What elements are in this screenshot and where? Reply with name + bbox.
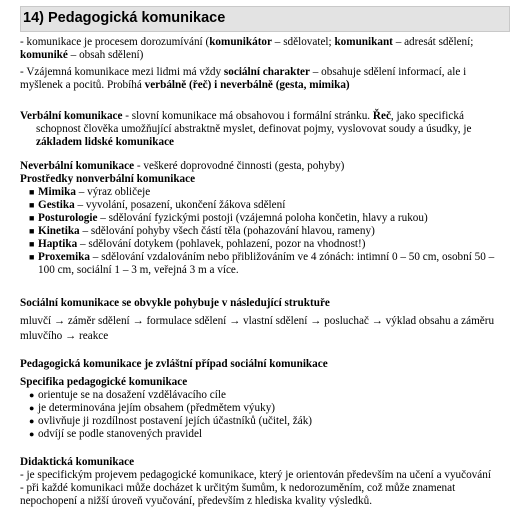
didactic-line-1: - je specifickým projevem pedagogické komunikace, který je orientován především na učení a vyučování <box>20 469 491 481</box>
list-item: ● orientuje se na dosažení vzdělávacího cíle <box>29 389 226 401</box>
didactic-head: Didaktická komunikace <box>20 456 135 468</box>
list-item: ■ Posturologie – sdělování fyzickými postoji (vzájemná poloha končetin, hlavy a rukou) <box>29 212 428 224</box>
intro-line-1: - komunikace je procesem dorozumívání (komunikátor – sdělovatel; komunikant – adresát sdělení; <box>20 36 474 48</box>
intro-line-3: - Vzájemná komunikace mezi lidmi má vždy sociální charakter – obsahuje sdělení informací, ale i <box>20 66 467 78</box>
list-item: ■ Kinetika – sdělování pohyby všech částí těla (pohazování hlavou, rameny) <box>29 225 375 237</box>
pedagogic-subhead: Specifika pedagogické komunikace <box>20 376 188 388</box>
list-item: ● ovlivňuje ji rozdílnost postavení jejích účastníků (učitel, žák) <box>29 415 313 427</box>
list-item: ■ Mimika – výraz obličeje <box>29 186 151 198</box>
didactic-line-2: - při každé komunikaci může docházet k určitým šumům, k nedorozuměním, což může znamenat <box>20 482 456 494</box>
social-line-2: mluvčího → reakce <box>20 330 109 342</box>
social-line-1: mluvčí → záměr sdělení → formulace sdělení → vlastní sdělení → posluchač → výklad obsahu a záměru <box>20 315 495 327</box>
verbal-line-3: základem lidské komunikace <box>36 136 174 148</box>
intro-line-2: komuniké – obsah sdělení) <box>20 49 144 61</box>
list-item: ■ Haptika – sdělování dotykem (pohlavek, pohlazení, pozor na vhodnost!) <box>29 238 366 250</box>
verbal-line-2: schopnost člověka umožňující abstraktně myslet, definovat pojmy, vyslovovat soudy a úsudky, je <box>36 123 472 135</box>
pedagogic-head: Pedagogická komunikace je zvláštní případ sociální komunikace <box>20 358 328 370</box>
list-item: ● odvíjí se podle stanovených pravidel <box>29 428 203 440</box>
verbal-line-1: Verbální komunikace - slovní komunikace má obsahovou i formální stránku. Řeč, jako specifická <box>20 110 464 122</box>
list-item: ● je determinována jejím obsahem (předmětem výuky) <box>29 402 276 414</box>
social-head: Sociální komunikace se obvykle pohybuje v následující struktuře <box>20 297 330 309</box>
list-item: ■ Gestika – vyvolání, posazení, ukončení žákova sdělení <box>29 199 286 211</box>
list-item-continuation: 100 cm, sociální 1 – 3 m, veřejná 3 m a více. <box>38 264 239 276</box>
nonverbal-line: Neverbální komunikace - veškeré doprovodné činnosti (gesta, pohyby) <box>20 160 345 172</box>
page-title: 14) Pedagogická komunikace <box>23 10 226 26</box>
title-bar <box>20 6 510 32</box>
intro-line-4: myšlenek a pocitů. Probíhá verbálně (řeč) i neverbálně (gesta, mimika) <box>20 79 350 91</box>
list-item: ■ Proxemika – sdělování vzdalováním nebo přibližováním ve 4 zónách: intimní 0 – 50 cm, osobní 50 – <box>29 251 495 263</box>
nonverbal-subhead: Prostředky nonverbální komunikace <box>20 173 196 185</box>
didactic-line-3: nepochopení a nižší úroveň vyučování, především z hlediska kvality výsledků. <box>20 495 373 507</box>
